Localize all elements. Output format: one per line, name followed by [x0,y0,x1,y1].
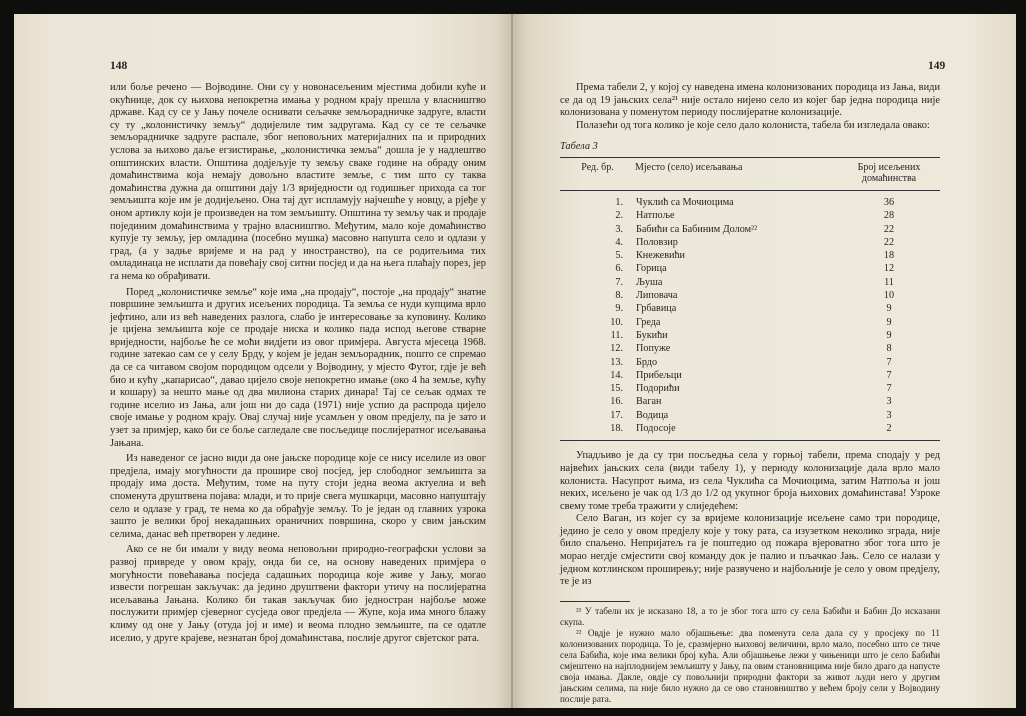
table-row [560,369,940,382]
row-count: 36 [883,196,895,208]
row-place: Брдо [636,356,658,368]
paragraph: Поред „колонистичке земље“ које има „на продају“, постоје „на продају“ знатне површине земљишта и других исељених породица. Та земља се нуди купцима врло јефтино, али из већ наведених разлога, слабо је интересовање за куповину. Колико је цијена земљишта које се продаје ниска и колико пада испод његове стварне вриједности, најбоље ће се моћи видјети из овог примјера. Августа мјесеца 1968. године затекао сам се у селу Брду, у којем је један земљорадник, пошто се спремао да се са читавом својом породицом одсели у Војводину, у мјесто Футог, гдје је већ био и кућу „капарисао“, давао цијело своје непокретно имање (око 4 ha земље, кућу и кошару) за нешто мање од два милиона старих динара! Тај се сељак одмах те године иселио из Јања, али још ни до сада (1971) није успио да распрода цијело своје имање у родном крају. Овај случај није усамљен у овом предјелу, па је зато и узет за примјер, како би се боље сагледале све посљедице послијератног исељавања Јањана. [110,286,486,449]
row-place: Бабићи са Бабиним Долом²² [636,223,758,235]
table-row [560,329,940,342]
table-row [560,302,940,315]
row-count: 22 [883,223,895,235]
row-place: Греда [636,316,661,328]
row-place: Подорићи [636,383,680,395]
row-count: 3 [886,409,892,421]
row-count: 7 [886,369,892,381]
row-place: Попуже [636,343,671,355]
table-row [560,342,940,355]
row-count: 9 [886,316,892,328]
row-place: Липовача [636,290,678,302]
row-place: Љуша [636,276,663,288]
table-header-row [560,157,940,190]
row-number: 11. [610,329,623,341]
row-number: 16. [610,396,623,408]
row-number: 13. [610,356,623,368]
row-place: Прибељци [636,369,682,381]
row-place: Натпоље [636,210,675,222]
row-place: Букићи [636,329,668,341]
footnote-divider [560,601,630,602]
table-row [560,209,940,222]
paragraph: Село Ваган, из којег су за вријеме колонизације исељене само три породице, једино је село у овом предјелу које у току рата, са изузетком неколико зграда, није било спаљено. Непријатељ га је поштедио од пожара вјероватно због тога што је морао негдје смјестити свој команду док је палио и пљачкао Јањ. Село се налази у једном котлинском проширењу; није развучено и најбољније је село у овом предјелу, те је из [560,513,940,588]
row-place: Подосоје [635,422,838,441]
row-number: 15. [610,383,623,395]
row-count: 3 [886,396,892,408]
row-number: 9. [615,303,623,315]
table-row [560,190,940,209]
row-count: 7 [886,383,892,395]
page-number-right: 149 [928,60,946,72]
row-number: 17. [610,409,623,421]
header-place: Мјесто (село) исељавања [635,157,838,190]
row-count: 7 [886,356,892,368]
row-number: 2. [615,210,623,222]
row-place: Водица [636,409,669,421]
row-count: 11 [884,276,894,288]
row-count: 28 [883,210,895,222]
paragraph: Према табели 2, у којој су наведена имена колонизованих породица из Јања, види се да од 19 јањских села²¹ није остало нијено село из којег бар једна породица није колонизована у поменутом периоду послијератне колонизације. [560,82,940,119]
header-count: Број исељених домаћинства [838,157,940,190]
footnote: ²² Овдје је нужно мало објашњење: два поменута села дала су у просјеку по 11 колонизованих породица. То је, сразмјерно њиховој величини, врло мало, посебно што се тиче села Бабића, које има велики број кућа. Али објашњење лежи у чињеници што је село Бабићи смјештено на најплоднијем земљишту у Јању, па овим становницима није било драго да напусте своја имања. Дакле, овдје су повољнији природни фактори за живот људи него у другим јањским селима, па није било нужно да се ово становништво у већем броју сели у Војводину послије рата. [560,627,940,704]
right-page-text [560,82,940,705]
row-place: Чуклић са Мочиоцима [636,196,734,208]
page-number-left: 148 [110,60,128,72]
row-count: 8 [886,343,892,355]
row-count: 2 [838,422,940,441]
row-number: 4. [615,236,623,248]
colonists-table [560,157,940,441]
table-row [560,289,940,302]
row-number: 8. [615,290,623,302]
table-row [560,395,940,408]
header-rank: Ред. бр. [560,157,635,190]
paragraph: Из наведеног се јасно види да оне јањске породице које се нису иселиле из овог предјела, имају могућности да прошире свој посјед, јер слободног земљишта за продају има доста. Међутим, томе на путу стоји једна веома актуелна и већ споменута друштвена појава: млади, и то прије свега мушкарци, масовно напуштају село и одлазе у град, те нема ко да обрађује земљу. То је један од главних узрока зашто је велики број некадашњих ораничних површина, скоро у свим јањским селима, данас већ претворен у ледине. [110,453,486,540]
row-count: 12 [883,263,895,275]
row-number: 14. [610,369,623,381]
table-row [560,356,940,369]
paragraph: или боље речено — Војводине. Они су у новонасељеним мјестима добили куће и окућнице, док су њихова непокретна имања у родном крају прешла у власништво државе. Кад су се у Јању почеле оснивати сељачке земљорадничке задруге, власти су ту „колонистичку земљу“ додијелиле тим задругама. Кад су се те сељачке земљорадничке задруге распале, због неповољних материјалних па и природних услова за њихово даље егзистирање, „колонистичка земља“ дошла је у надлештво општинских власти. Општина додјељује ту земљу сваке године на обраду оним домаћинствима која немају довољно властите земље, с тим што су таква домаћинства дужна да општини дају 1/3 вриједности од годишњег прихода са тог земљишта које им је додијељено. Она тај дуг испламују најчешће у новцу, а рјеђе у оном артиклу који је произведен на том земљишту. Општина ту земљу чак и продаје појединим домаћинствима у трајно власништво. Међутим, мало које домаћинство купује ту земљу, јер омладина (посебно мушка) масовно напушта село и одлази у град, (а у задње вријеме и на рад у иностранство), па се родитељима тих омладинаца не исплати да повећају свој ситни посјед и да на њега плаћају порез, јер га нема ко обрађивати. [110,82,486,282]
table-row [560,409,940,422]
paragraph: Полазећи од тога колико је које село дало колониста, табела би изгледала овако: [576,119,930,131]
row-number: 7. [615,276,623,288]
table-row [560,249,940,262]
row-place: Горица [636,263,667,275]
right-page [513,14,1016,708]
table-row [560,276,940,289]
row-number: 1. [615,196,623,208]
row-count: 9 [886,329,892,341]
row-number: 6. [615,263,623,275]
paragraph: Ако се не би имали у виду веома неповољни природно-географски услови за развој привреде у овом крају, онда би се, на основу наведених примјера о могућности повећавања посједа садашњих породица које живе у Јању, могао извести погрешан закључак: да једино друштвени фактори утичу на послијератна исељавања Јањана. Колико би такав закључак био једностран најбоље може послужити примјер сјеверног сусједа овог предјела — Жупе, која има много блажу климу од оне у Јању (отуда јој и име) и веома плодно земљиште, па се одатле иселио, у друге крајеве, незнатан број домаћинстава, послије другог свјетског рата. [110,544,486,644]
row-place: Грбавица [636,303,677,315]
row-place: Кнежевићи [636,250,686,262]
row-number: 12. [610,343,623,355]
footnote: ²¹ У табели их је исказано 18, а то је због тога што су села Бабићи и Бабин До исказани скупа. [560,605,940,627]
row-count: 18 [883,250,895,262]
row-count: 22 [883,236,895,248]
row-count: 9 [886,303,892,315]
left-page [14,14,513,708]
table-row [560,262,940,275]
table-row [560,236,940,249]
table-row [560,316,940,329]
row-number: 3. [615,223,623,235]
row-count: 10 [883,290,895,302]
row-number: 5. [615,250,623,262]
left-page-text [110,82,486,645]
row-place: Половзир [636,236,678,248]
table-caption: Табела 3 [560,141,598,153]
table-row [560,422,940,441]
table-row [560,382,940,395]
table-row [560,223,940,236]
paragraph: Упадљиво је да су три посљедња села у горњој табели, према сподају у ред највећих јањских села (види табелу 1), у периоду колонизације дала врло мало колониста. Насупрот њима, из села Чуклића са Мочиоцима, затим Натпоља и још неких, исељено је чак од 1/3 до 1/2 од укупног броја њихових домаћинстава! Узроке свему томе треба тражити у слиједећем: [560,450,940,512]
row-place: Ваган [636,396,662,408]
row-number: 10. [610,316,623,328]
row-number: 18. [560,422,635,441]
